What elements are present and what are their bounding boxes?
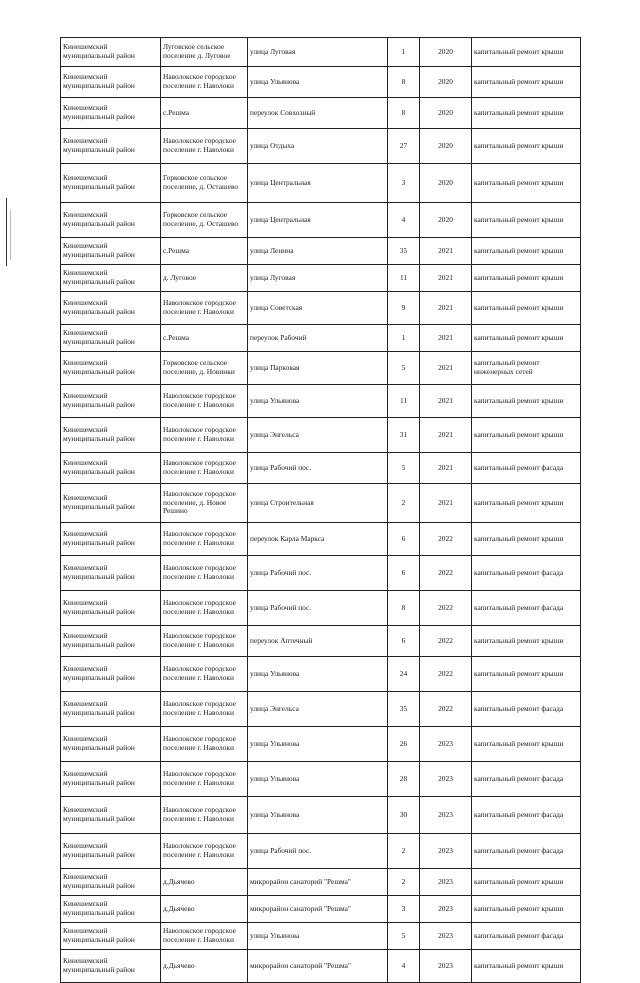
street-cell: улица Ульянова: [248, 385, 388, 418]
house-number-cell: 4: [388, 203, 420, 238]
district-cell: Кинешемский муниципальный район: [61, 896, 161, 923]
district-cell: Кинешемский муниципальный район: [61, 418, 161, 453]
district-cell: Кинешемский муниципальный район: [61, 325, 161, 352]
work-type-cell: капитальный ремонт крыши: [472, 657, 581, 692]
district-cell: Кинешемский муниципальный район: [61, 453, 161, 484]
work-type-cell: капитальный ремонт фасада: [472, 556, 581, 591]
table-row: [61, 38, 581, 67]
street-cell: улица Ульянова: [248, 762, 388, 797]
table-row: [61, 484, 581, 523]
street-cell: улица Энгельса: [248, 418, 388, 453]
settlement-cell: Наволокское городское поселение г. Наволоки: [161, 797, 248, 834]
settlement-cell: д.Дьячево: [161, 869, 248, 896]
settlement-cell: Луговское сельское поселение д. Луговое: [161, 38, 248, 67]
year-cell: 2022: [420, 626, 472, 657]
settlement-cell: Наволокское городское поселение г. Наволоки: [161, 129, 248, 164]
settlement-cell: Наволокское городское поселение г. Наволоки: [161, 657, 248, 692]
settlement-cell: д.Дьячево: [161, 896, 248, 923]
settlement-cell: Горковское сельское поселение, д. Осташево: [161, 203, 248, 238]
work-type-cell: капитальный ремонт фасада: [472, 692, 581, 727]
street-cell: переулок Совхозный: [248, 98, 388, 129]
settlement-cell: Наволокское городское поселение г. Наволоки: [161, 591, 248, 626]
table-row: [61, 896, 581, 923]
street-cell: улица Парковая: [248, 352, 388, 385]
table-row: [61, 453, 581, 484]
house-number-cell: 3: [388, 164, 420, 203]
house-number-cell: 30: [388, 797, 420, 834]
margin-scan-line: [10, 210, 11, 260]
table-row: [61, 418, 581, 453]
district-cell: Кинешемский муниципальный район: [61, 797, 161, 834]
settlement-cell: Горковское сельское поселение, д. Осташево: [161, 164, 248, 203]
street-cell: микрорайон санаторий "Решма": [248, 950, 388, 983]
house-number-cell: 28: [388, 762, 420, 797]
settlement-cell: Наволокское городское поселение г. Наволоки: [161, 556, 248, 591]
work-type-cell: капитальный ремонт крыши: [472, 38, 581, 67]
house-number-cell: 1: [388, 38, 420, 67]
year-cell: 2020: [420, 129, 472, 164]
district-cell: Кинешемский муниципальный район: [61, 238, 161, 265]
street-cell: переулок Аптечный: [248, 626, 388, 657]
work-type-cell: капитальный ремонт крыши: [472, 869, 581, 896]
table-row: [61, 869, 581, 896]
street-cell: улица Рабочий пос.: [248, 834, 388, 869]
district-cell: Кинешемский муниципальный район: [61, 164, 161, 203]
year-cell: 2023: [420, 727, 472, 762]
house-number-cell: 35: [388, 238, 420, 265]
settlement-cell: с.Решма: [161, 325, 248, 352]
street-cell: переулок Рабочий: [248, 325, 388, 352]
street-cell: улица Ленина: [248, 238, 388, 265]
table-row: [61, 292, 581, 325]
table-row: [61, 98, 581, 129]
table-row: [61, 352, 581, 385]
district-cell: Кинешемский муниципальный район: [61, 762, 161, 797]
work-type-cell: капитальный ремонт крыши: [472, 164, 581, 203]
street-cell: улица Ульянова: [248, 67, 388, 98]
settlement-cell: Наволокское городское поселение, д. Новое Решино: [161, 484, 248, 523]
settlement-cell: Наволокское городское поселение г. Наволоки: [161, 67, 248, 98]
table-row: [61, 727, 581, 762]
table-row: [61, 385, 581, 418]
year-cell: 2021: [420, 418, 472, 453]
house-number-cell: 26: [388, 727, 420, 762]
house-number-cell: 6: [388, 626, 420, 657]
table-row: [61, 762, 581, 797]
street-cell: улица Ульянова: [248, 657, 388, 692]
work-type-cell: капитальный ремонт крыши: [472, 325, 581, 352]
work-type-cell: капитальный ремонт крыши: [472, 484, 581, 523]
work-type-cell: капитальный ремонт крыши: [472, 896, 581, 923]
work-type-cell: капитальный ремонт крыши: [472, 292, 581, 325]
work-type-cell: капитальный ремонт фасада: [472, 797, 581, 834]
street-cell: улица Отдыха: [248, 129, 388, 164]
settlement-cell: с.Решма: [161, 98, 248, 129]
table-row: [61, 67, 581, 98]
district-cell: Кинешемский муниципальный район: [61, 950, 161, 983]
district-cell: Кинешемский муниципальный район: [61, 626, 161, 657]
table-row: [61, 523, 581, 556]
table-body: [61, 38, 581, 983]
year-cell: 2023: [420, 797, 472, 834]
house-number-cell: 1: [388, 325, 420, 352]
work-type-cell: капитальный ремонт фасада: [472, 923, 581, 950]
street-cell: улица Строительная: [248, 484, 388, 523]
district-cell: Кинешемский муниципальный район: [61, 292, 161, 325]
district-cell: Кинешемский муниципальный район: [61, 591, 161, 626]
street-cell: улица Ульянова: [248, 923, 388, 950]
district-cell: Кинешемский муниципальный район: [61, 727, 161, 762]
district-cell: Кинешемский муниципальный район: [61, 869, 161, 896]
year-cell: 2021: [420, 325, 472, 352]
repair-schedule-table: [60, 37, 581, 983]
settlement-cell: Наволокское городское поселение г. Наволоки: [161, 453, 248, 484]
settlement-cell: Наволокское городское поселение г. Наволоки: [161, 418, 248, 453]
work-type-cell: капитальный ремонт крыши: [472, 98, 581, 129]
year-cell: 2020: [420, 203, 472, 238]
year-cell: 2023: [420, 923, 472, 950]
settlement-cell: Наволокское городское поселение г. Наволоки: [161, 692, 248, 727]
work-type-cell: капитальный ремонт фасада: [472, 762, 581, 797]
house-number-cell: 5: [388, 453, 420, 484]
house-number-cell: 2: [388, 484, 420, 523]
year-cell: 2023: [420, 762, 472, 797]
house-number-cell: 2: [388, 834, 420, 869]
district-cell: Кинешемский муниципальный район: [61, 67, 161, 98]
settlement-cell: Наволокское городское поселение г. Наволоки: [161, 292, 248, 325]
table-row: [61, 692, 581, 727]
work-type-cell: капитальный ремонт крыши: [472, 727, 581, 762]
year-cell: 2022: [420, 692, 472, 727]
work-type-cell: капитальный ремонт крыши: [472, 418, 581, 453]
year-cell: 2023: [420, 869, 472, 896]
year-cell: 2023: [420, 896, 472, 923]
house-number-cell: 4: [388, 950, 420, 983]
settlement-cell: с.Решма: [161, 238, 248, 265]
street-cell: микрорайон санаторий "Решма": [248, 896, 388, 923]
work-type-cell: капитальный ремонт крыши: [472, 385, 581, 418]
margin-mark: [6, 198, 7, 266]
table-row: [61, 591, 581, 626]
street-cell: улица Рабочий пос.: [248, 453, 388, 484]
work-type-cell: капитальный ремонт крыши: [472, 238, 581, 265]
district-cell: Кинешемский муниципальный район: [61, 923, 161, 950]
settlement-cell: д. Луговое: [161, 265, 248, 292]
table-row: [61, 164, 581, 203]
district-cell: Кинешемский муниципальный район: [61, 265, 161, 292]
district-cell: Кинешемский муниципальный район: [61, 203, 161, 238]
table-row: [61, 657, 581, 692]
district-cell: Кинешемский муниципальный район: [61, 352, 161, 385]
street-cell: улица Ульянова: [248, 797, 388, 834]
year-cell: 2021: [420, 453, 472, 484]
house-number-cell: 24: [388, 657, 420, 692]
year-cell: 2021: [420, 484, 472, 523]
table-row: [61, 950, 581, 983]
house-number-cell: 11: [388, 385, 420, 418]
street-cell: улица Ульянова: [248, 727, 388, 762]
house-number-cell: 27: [388, 129, 420, 164]
table-row: [61, 834, 581, 869]
district-cell: Кинешемский муниципальный район: [61, 692, 161, 727]
house-number-cell: 35: [388, 692, 420, 727]
settlement-cell: Наволокское городское поселение г. Наволоки: [161, 834, 248, 869]
settlement-cell: Наволокское городское поселение г. Наволоки: [161, 626, 248, 657]
work-type-cell: капитальный ремонт крыши: [472, 203, 581, 238]
work-type-cell: капитальный ремонт крыши: [472, 523, 581, 556]
settlement-cell: Горковское сельское поселение, д. Новинки: [161, 352, 248, 385]
year-cell: 2020: [420, 67, 472, 98]
year-cell: 2022: [420, 556, 472, 591]
district-cell: Кинешемский муниципальный район: [61, 38, 161, 67]
table-row: [61, 923, 581, 950]
street-cell: улица Центральная: [248, 203, 388, 238]
table-row: [61, 265, 581, 292]
work-type-cell: капитальный ремонт фасада: [472, 834, 581, 869]
year-cell: 2021: [420, 238, 472, 265]
settlement-cell: Наволокское городское поселение г. Наволоки: [161, 762, 248, 797]
work-type-cell: капитальный ремонт фасада: [472, 453, 581, 484]
house-number-cell: 6: [388, 556, 420, 591]
district-cell: Кинешемский муниципальный район: [61, 556, 161, 591]
settlement-cell: Наволокское городское поселение г. Наволоки: [161, 923, 248, 950]
house-number-cell: 5: [388, 352, 420, 385]
year-cell: 2023: [420, 834, 472, 869]
settlement-cell: Наволокское городское поселение г. Наволоки: [161, 385, 248, 418]
year-cell: 2022: [420, 591, 472, 626]
house-number-cell: 11: [388, 265, 420, 292]
street-cell: улица Луговая: [248, 265, 388, 292]
table-row: [61, 797, 581, 834]
street-cell: переулок Карла Маркса: [248, 523, 388, 556]
table-row: [61, 203, 581, 238]
district-cell: Кинешемский муниципальный район: [61, 484, 161, 523]
street-cell: улица Луговая: [248, 38, 388, 67]
year-cell: 2021: [420, 265, 472, 292]
district-cell: Кинешемский муниципальный район: [61, 129, 161, 164]
table-row: [61, 626, 581, 657]
year-cell: 2023: [420, 950, 472, 983]
street-cell: улица Центральная: [248, 164, 388, 203]
year-cell: 2020: [420, 164, 472, 203]
house-number-cell: 6: [388, 523, 420, 556]
work-type-cell: капитальный ремонт крыши: [472, 67, 581, 98]
street-cell: улица Энгельса: [248, 692, 388, 727]
house-number-cell: 8: [388, 98, 420, 129]
year-cell: 2022: [420, 523, 472, 556]
settlement-cell: Наволокское городское поселение г. Наволоки: [161, 523, 248, 556]
house-number-cell: 5: [388, 923, 420, 950]
house-number-cell: 3: [388, 896, 420, 923]
year-cell: 2021: [420, 352, 472, 385]
work-type-cell: капитальный ремонт фасада: [472, 591, 581, 626]
house-number-cell: 31: [388, 418, 420, 453]
settlement-cell: д.Дьячево: [161, 950, 248, 983]
district-cell: Кинешемский муниципальный район: [61, 657, 161, 692]
district-cell: Кинешемский муниципальный район: [61, 385, 161, 418]
street-cell: улица Рабочий пос.: [248, 591, 388, 626]
year-cell: 2022: [420, 657, 472, 692]
district-cell: Кинешемский муниципальный район: [61, 523, 161, 556]
district-cell: Кинешемский муниципальный район: [61, 98, 161, 129]
table-row: [61, 556, 581, 591]
work-type-cell: капитальный ремонт крыши: [472, 265, 581, 292]
year-cell: 2021: [420, 292, 472, 325]
work-type-cell: капитальный ремонт крыши: [472, 626, 581, 657]
settlement-cell: Наволокское городское поселение г. Наволоки: [161, 727, 248, 762]
year-cell: 2020: [420, 98, 472, 129]
table-row: [61, 238, 581, 265]
district-cell: Кинешемский муниципальный район: [61, 834, 161, 869]
year-cell: 2021: [420, 385, 472, 418]
street-cell: улица Советская: [248, 292, 388, 325]
table-row: [61, 325, 581, 352]
work-type-cell: капитальный ремонт крыши: [472, 950, 581, 983]
work-type-cell: капитальный ремонт инженерных сетей: [472, 352, 581, 385]
street-cell: улица Рабочий пос.: [248, 556, 388, 591]
work-type-cell: капитальный ремонт крыши: [472, 129, 581, 164]
house-number-cell: 8: [388, 67, 420, 98]
table-row: [61, 129, 581, 164]
house-number-cell: 2: [388, 869, 420, 896]
street-cell: микрорайон санаторий "Решма": [248, 869, 388, 896]
house-number-cell: 9: [388, 292, 420, 325]
house-number-cell: 8: [388, 591, 420, 626]
year-cell: 2020: [420, 38, 472, 67]
